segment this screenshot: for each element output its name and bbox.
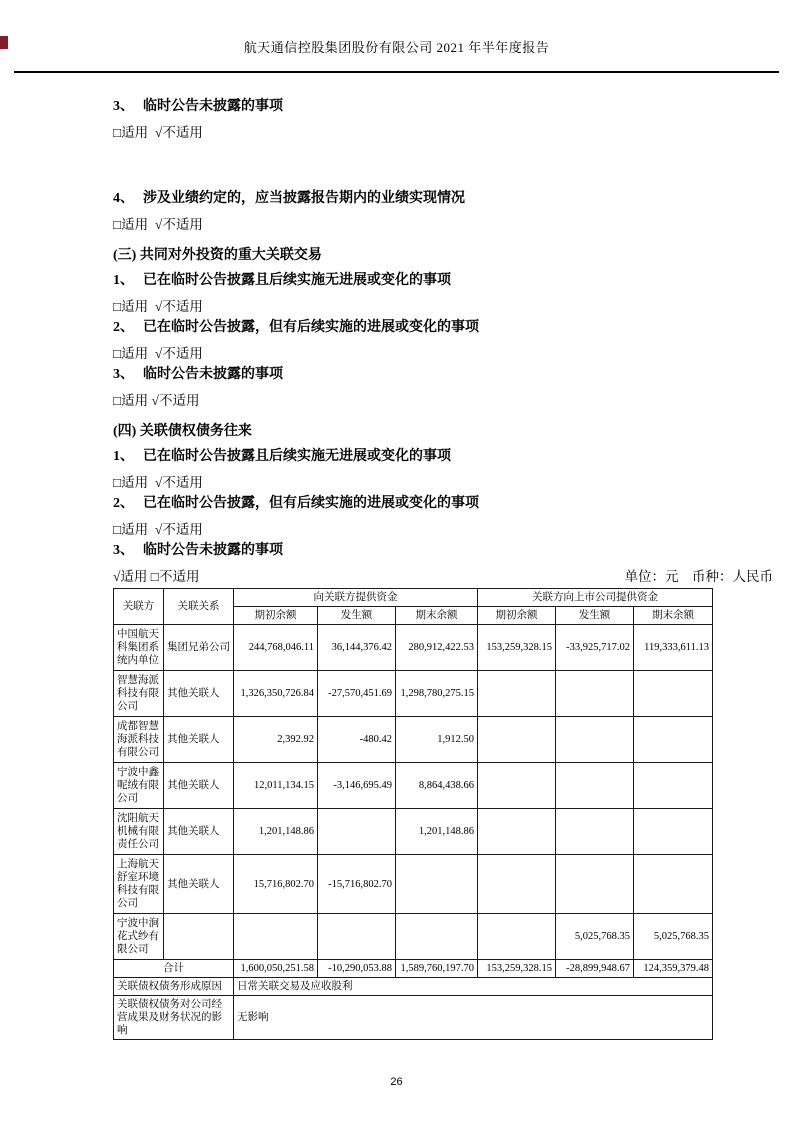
section-heading: (四) 关联债权债务往来 bbox=[113, 424, 252, 439]
item-heading bbox=[113, 493, 773, 514]
relation-cell: 其他关联人 bbox=[164, 809, 234, 855]
applicability-option: □适用 √不适用 bbox=[113, 125, 203, 140]
amount-cell: 1,326,350,726.84 bbox=[234, 671, 318, 717]
col-subheader: 期初余额 bbox=[478, 607, 556, 625]
note-row bbox=[114, 996, 713, 1040]
section-heading: (三) 共同对外投资的重大关联交易 bbox=[113, 248, 322, 263]
amount-cell bbox=[478, 855, 556, 914]
amount-cell: 119,333,611.13 bbox=[634, 625, 713, 671]
report-item bbox=[113, 364, 773, 411]
amount-cell bbox=[556, 671, 634, 717]
total-amount-cell: 153,259,328.15 bbox=[478, 960, 556, 978]
item-heading bbox=[113, 317, 773, 338]
item-title: 涉及业绩约定的，应当披露报告期内的业绩实现情况 bbox=[143, 191, 465, 206]
amount-cell: -27,570,451.69 bbox=[318, 671, 396, 717]
amount-cell: 1,201,148.86 bbox=[396, 809, 478, 855]
related-debt-table bbox=[113, 588, 713, 1040]
total-amount-cell: -28,899,948.67 bbox=[556, 960, 634, 978]
amount-cell bbox=[478, 809, 556, 855]
table-header-row bbox=[114, 589, 713, 607]
table-row bbox=[114, 625, 713, 671]
amount-cell: -15,716,802.70 bbox=[318, 855, 396, 914]
amount-cell: 2,392.92 bbox=[234, 717, 318, 763]
party-cell: 宁波中鑫呢绒有限公司 bbox=[114, 763, 164, 809]
total-amount-cell: 1,589,760,197.70 bbox=[396, 960, 478, 978]
col-subheader: 发生额 bbox=[556, 607, 634, 625]
note-value-cell: 无影响 bbox=[234, 996, 713, 1040]
item-number: 1、 bbox=[113, 449, 134, 464]
amount-cell: 36,144,376.42 bbox=[318, 625, 396, 671]
amount-cell: 1,298,780,275.15 bbox=[396, 671, 478, 717]
party-cell: 沈阳航天机械有限责任公司 bbox=[114, 809, 164, 855]
total-amount-cell: 124,359,379.48 bbox=[634, 960, 713, 978]
applicability-option: √适用 □不适用 bbox=[113, 569, 200, 584]
amount-cell: 153,259,328.15 bbox=[478, 625, 556, 671]
item-number: 3、 bbox=[113, 99, 134, 114]
col-header-party: 关联方 bbox=[114, 589, 164, 625]
amount-cell bbox=[634, 855, 713, 914]
item-number: 3、 bbox=[113, 367, 134, 382]
amount-cell: -480.42 bbox=[318, 717, 396, 763]
amount-cell bbox=[478, 914, 556, 960]
col-header-relation: 关联关系 bbox=[164, 589, 234, 625]
party-cell: 中国航天科集团系统内单位 bbox=[114, 625, 164, 671]
item-number: 2、 bbox=[113, 496, 134, 511]
item-title: 已在临时公告披露且后续实施无进展或变化的事项 bbox=[143, 449, 451, 464]
note-label-cell: 关联债权债务对公司经营成果及财务状况的影响 bbox=[114, 996, 234, 1040]
amount-cell bbox=[556, 855, 634, 914]
applicability-option: □适用 √不适用 bbox=[113, 393, 200, 408]
item-title: 临时公告未披露的事项 bbox=[143, 367, 283, 382]
report-item bbox=[113, 96, 773, 143]
report-item bbox=[113, 493, 773, 540]
note-value-cell: 日常关联交易及应收股利 bbox=[234, 978, 713, 996]
amount-cell bbox=[634, 671, 713, 717]
party-cell: 智慧海派科技有限公司 bbox=[114, 671, 164, 717]
total-row bbox=[114, 960, 713, 978]
item-heading bbox=[113, 446, 773, 467]
page-header bbox=[0, 0, 793, 73]
item-number: 4、 bbox=[113, 191, 134, 206]
amount-cell bbox=[396, 855, 478, 914]
amount-cell bbox=[478, 671, 556, 717]
relation-cell: 集团兄弟公司 bbox=[164, 625, 234, 671]
party-cell: 上海航天舒室环境科技有限公司 bbox=[114, 855, 164, 914]
header-rule bbox=[14, 71, 779, 73]
col-subheader: 发生额 bbox=[318, 607, 396, 625]
amount-cell bbox=[478, 763, 556, 809]
item-title: 已在临时公告披露，但有后续实施的进展或变化的事项 bbox=[143, 496, 479, 511]
item-number: 3、 bbox=[113, 543, 134, 558]
amount-cell: 1,912.50 bbox=[396, 717, 478, 763]
total-amount-cell: 1,600,050,251.58 bbox=[234, 960, 318, 978]
item-number: 2、 bbox=[113, 320, 134, 335]
report-item bbox=[113, 446, 773, 493]
table-row bbox=[114, 717, 713, 763]
relation-cell bbox=[164, 914, 234, 960]
amount-cell bbox=[318, 809, 396, 855]
table-row bbox=[114, 855, 713, 914]
amount-cell bbox=[634, 763, 713, 809]
item-title: 已在临时公告披露且后续实施无进展或变化的事项 bbox=[143, 273, 451, 288]
item-title: 已在临时公告披露，但有后续实施的进展或变化的事项 bbox=[143, 320, 479, 335]
amount-cell bbox=[318, 914, 396, 960]
amount-cell: 12,011,134.15 bbox=[234, 763, 318, 809]
table-row bbox=[114, 914, 713, 960]
amount-cell bbox=[556, 763, 634, 809]
sections-container bbox=[113, 96, 773, 587]
amount-cell bbox=[634, 809, 713, 855]
page-number: 26 bbox=[390, 1076, 403, 1088]
total-amount-cell: -10,290,053.88 bbox=[318, 960, 396, 978]
report-title: 航天通信控股集团股份有限公司 2021 年半年度报告 bbox=[243, 40, 550, 55]
relation-cell: 其他关联人 bbox=[164, 763, 234, 809]
report-item bbox=[113, 188, 773, 235]
item-heading bbox=[113, 270, 773, 291]
relation-cell: 其他关联人 bbox=[164, 671, 234, 717]
applicability-option: □适用 √不适用 bbox=[113, 522, 203, 537]
item-heading bbox=[113, 540, 773, 561]
report-item bbox=[113, 317, 773, 364]
amount-cell: 8,864,438.66 bbox=[396, 763, 478, 809]
item-number: 1、 bbox=[113, 273, 134, 288]
applicability-option: □适用 √不适用 bbox=[113, 299, 203, 314]
col-header-funds-from-related: 关联方向上市公司提供资金 bbox=[478, 589, 713, 607]
col-subheader: 期末余额 bbox=[396, 607, 478, 625]
report-item bbox=[113, 270, 773, 317]
relation-cell: 其他关联人 bbox=[164, 717, 234, 763]
amount-cell bbox=[234, 914, 318, 960]
corner-marker bbox=[0, 36, 8, 49]
party-cell: 宁波中涧花式纱有限公司 bbox=[114, 914, 164, 960]
amount-cell: 15,716,802.70 bbox=[234, 855, 318, 914]
note-row bbox=[114, 978, 713, 996]
applicability-option: □适用 √不适用 bbox=[113, 346, 203, 361]
amount-cell bbox=[556, 809, 634, 855]
item-heading bbox=[113, 364, 773, 385]
applicability-option: □适用 √不适用 bbox=[113, 217, 203, 232]
amount-cell: 244,768,046.11 bbox=[234, 625, 318, 671]
col-header-funds-to-related: 向关联方提供资金 bbox=[234, 589, 478, 607]
amount-cell: 1,201,148.86 bbox=[234, 809, 318, 855]
relation-cell: 其他关联人 bbox=[164, 855, 234, 914]
amount-cell bbox=[478, 717, 556, 763]
unit-note: 单位：元 币种：人民币 bbox=[624, 569, 773, 584]
party-cell: 成都智慧海派科技有限公司 bbox=[114, 717, 164, 763]
amount-cell bbox=[396, 914, 478, 960]
report-body bbox=[113, 96, 773, 1040]
table-row bbox=[114, 763, 713, 809]
amount-cell bbox=[556, 717, 634, 763]
total-label-cell: 合计 bbox=[114, 960, 234, 978]
note-label-cell: 关联债权债务形成原因 bbox=[114, 978, 234, 996]
col-subheader: 期末余额 bbox=[634, 607, 713, 625]
table-row bbox=[114, 809, 713, 855]
table-row bbox=[114, 671, 713, 717]
item-heading bbox=[113, 96, 773, 117]
item-title: 临时公告未披露的事项 bbox=[143, 543, 283, 558]
amount-cell: -3,146,695.49 bbox=[318, 763, 396, 809]
amount-cell: 280,912,422.53 bbox=[396, 625, 478, 671]
col-subheader: 期初余额 bbox=[234, 607, 318, 625]
amount-cell: 5,025,768.35 bbox=[556, 914, 634, 960]
amount-cell: -33,925,717.02 bbox=[556, 625, 634, 671]
item-title: 临时公告未披露的事项 bbox=[143, 99, 283, 114]
amount-cell: 5,025,768.35 bbox=[634, 914, 713, 960]
amount-cell bbox=[634, 717, 713, 763]
applicability-option: □适用 √不适用 bbox=[113, 475, 203, 490]
item-heading bbox=[113, 188, 773, 209]
